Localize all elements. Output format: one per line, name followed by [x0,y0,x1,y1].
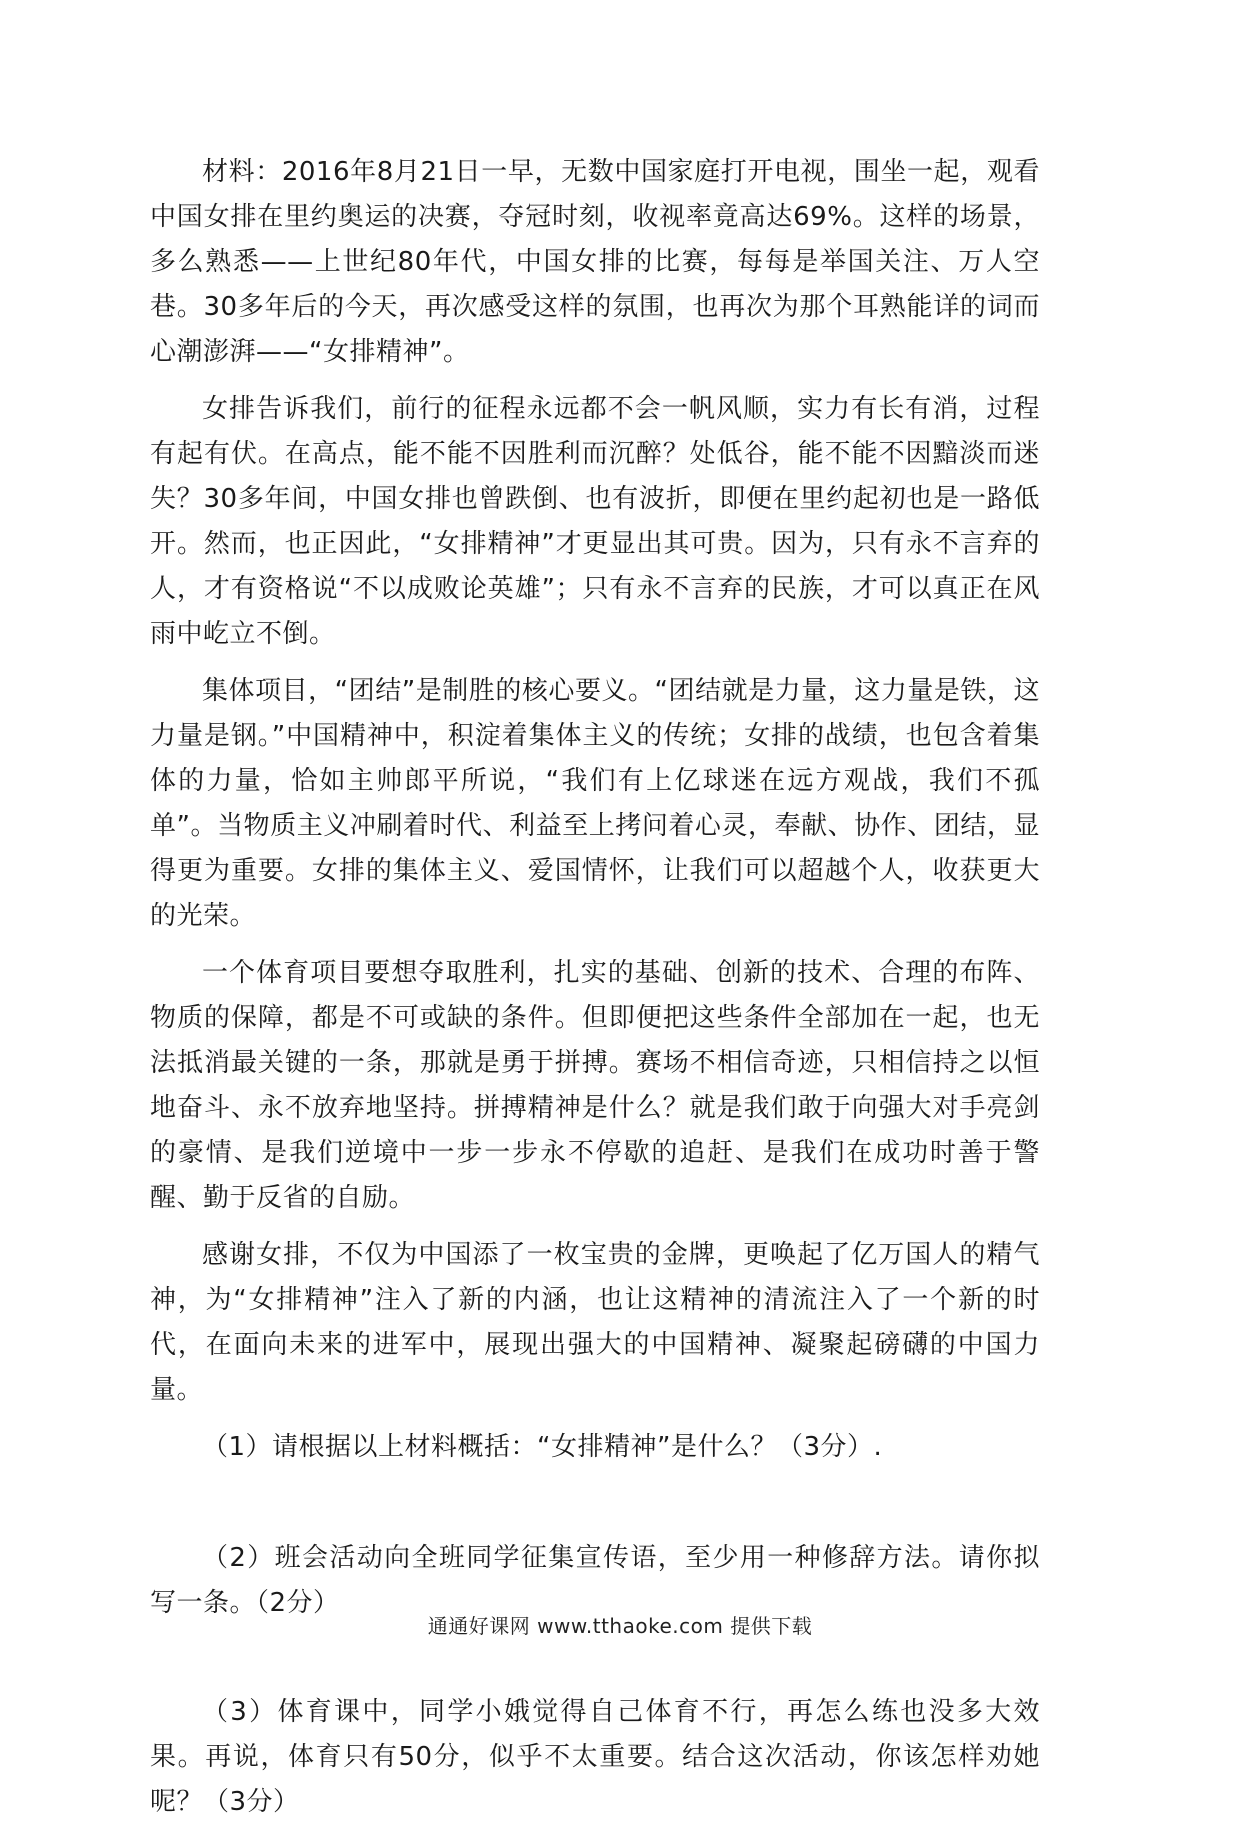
question-1: （1）请根据以上材料概括：“女排精神”是什么？（3分）. [202,1432,883,1462]
material-paragraph-4: 一个体育项目要想夺取胜利，扎实的基础、创新的技术、合理的布阵、物质的保障，都是不可或缺的条件。但即便把这些条件全部加在一起，也无法抵消最关键的一条，那就是勇于拼搏。赛场不相信奇迹，只相信持之以恒地奋斗、永不放弃地坚持。拼搏精神是什么？就是我们敢于向强大对手亮剑的豪情、是我们逆境中一步一步永不停歇的追赶、是我们在成功时善于警醒、勤于反省的自励。 [150,958,1040,1213]
document-body [150,150,1040,1825]
question-2: （2）班会活动向全班同学征集宣传语，至少用一种修辞方法。请你拟写一条。（2分） [150,1543,1040,1618]
material-paragraph-5: 感谢女排，不仅为中国添了一枚宝贵的金牌，更唤起了亿万国人的精气神，为“女排精神”注入了新的内涵，也让这精神的清流注入了一个新的时代，在面向未来的进军中，展现出强大的中国精神、凝聚起磅礴的中国力量。 [150,1240,1040,1405]
question-3: （3）体育课中，同学小娥觉得自己体育不行，再怎么练也没多大效果。再说，体育只有50分，似乎不太重要。结合这次活动，你该怎样劝她呢？（3分） [150,1697,1040,1817]
material-paragraph-2: 女排告诉我们，前行的征程永远都不会一帆风顺，实力有长有消，过程有起有伏。在高点，能不能不因胜利而沉醉？处低谷，能不能不因黯淡而迷失？30多年间，中国女排也曾跌倒、也有波折，即便在里约起初也是一路低开。然而，也正因此，“女排精神”才更显出其可贵。因为，只有永不言弃的人，才有资格说“不以成败论英雄”；只有永不言弃的民族，才可以真正在风雨中屹立不倒。 [150,394,1040,649]
material-paragraph-3: 集体项目，“团结”是制胜的核心要义。“团结就是力量，这力量是铁，这力量是钢。”中国精神中，积淀着集体主义的传统；女排的战绩，也包含着集体的力量，恰如主帅郎平所说，“我们有上亿球迷在远方观战，我们不孤单”。当物质主义冲刷着时代、利益至上拷问着心灵，奉献、协作、团结，显得更为重要。女排的集体主义、爱国情怀，让我们可以超越个人，收获更大的光荣。 [150,676,1040,931]
material-paragraph-1: 材料：2016年8月21日一早，无数中国家庭打开电视，围坐一起，观看中国女排在里约奥运的决赛，夺冠时刻，收视率竟高达69%。这样的场景，多么熟悉——上世纪80年代，中国女排的比赛，每每是举国关注、万人空巷。30多年后的今天，再次感受这样的氛围，也再次为那个耳熟能详的词而心潮澎湃——“女排精神”。 [150,157,1040,367]
download-footer: 通通好课网 www.tthaoke.com 提供下载 [427,1614,813,1638]
